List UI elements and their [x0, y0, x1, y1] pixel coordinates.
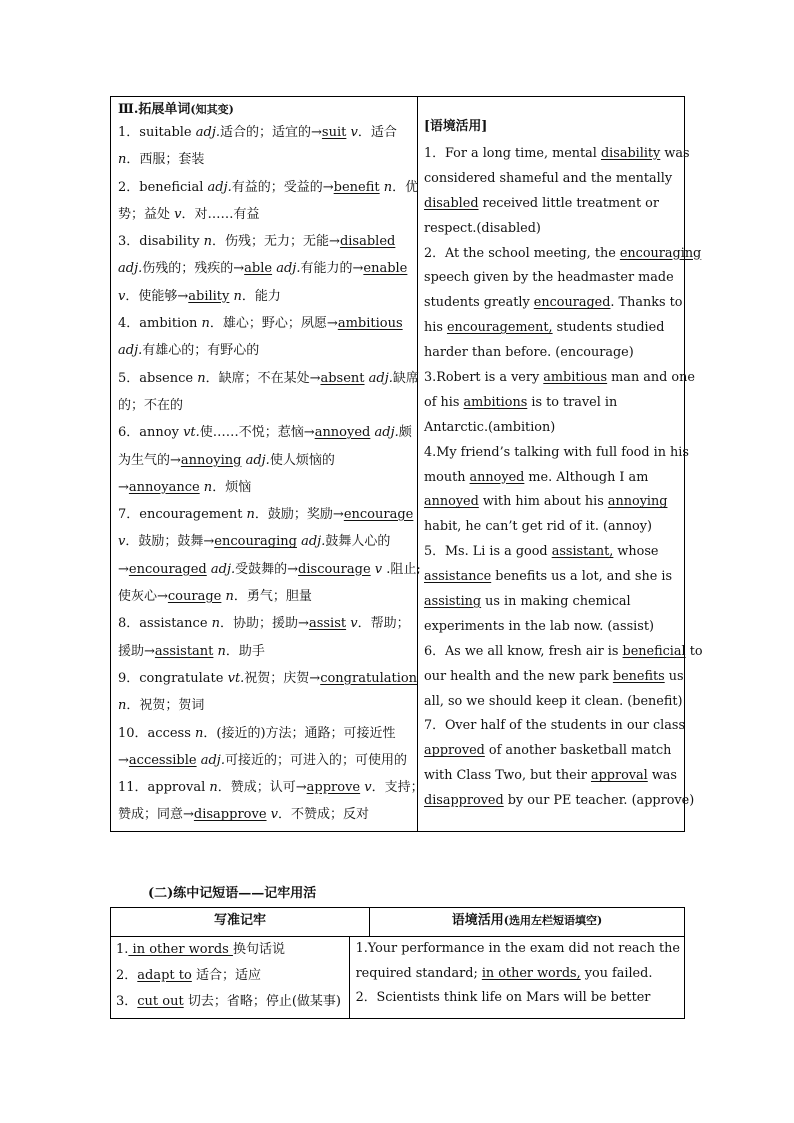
text-segment: n: [221, 589, 234, 605]
text-segment: n: [118, 152, 127, 168]
text-segment: received little treatment or: [478, 195, 659, 211]
answer-word: annoyed: [469, 469, 525, 485]
text-segment: ．鼓励；奖励→: [254, 507, 344, 523]
answer-word: ability: [188, 288, 230, 304]
entry-line: [118, 747, 413, 774]
phrase-table-body: [111, 937, 684, 1019]
practice-line: [424, 665, 703, 690]
text-segment: ．鼓励；鼓舞→: [125, 534, 215, 550]
answer-word: assistant: [154, 643, 214, 659]
text-segment: of his: [424, 394, 464, 410]
text-segment: 适合；适应: [191, 968, 261, 983]
text-segment: 1.: [116, 942, 129, 957]
text-segment: 6．annoy: [118, 425, 184, 441]
practice-line: [424, 391, 703, 416]
text-segment: 为生气的→: [118, 452, 181, 468]
text-segment: 4.My friend’s talking with full food in his: [424, 444, 689, 460]
text-segment: 5．absence: [118, 370, 198, 386]
entry-line: [118, 801, 413, 828]
practice-line: [424, 515, 703, 540]
entry-line: [118, 692, 413, 719]
answer-word: annoyed: [424, 494, 479, 510]
text-segment: ．对……有益: [181, 206, 260, 222]
entry-line: [118, 419, 413, 446]
answer-word: encouraging: [619, 245, 702, 261]
phrase-item: [116, 989, 345, 1015]
practice-line: [424, 192, 703, 217]
text-segment: ．帮助；: [357, 616, 410, 632]
text-segment: speech given by the headmaster made: [424, 270, 674, 286]
practice-line: [424, 291, 703, 316]
text-segment: 5．Ms. Li is a good: [424, 544, 552, 560]
header-write-remember: 写准记牢: [111, 908, 370, 936]
entry-line: [118, 638, 413, 665]
text-segment: by our PE teacher. (approve): [503, 793, 695, 809]
text-segment: v: [346, 125, 358, 140]
text-segment: ．赞成；认可→: [217, 780, 307, 796]
text-segment: 2．At the school meeting, the: [424, 245, 620, 261]
text-segment: 有益的；受益的→: [231, 179, 334, 195]
text-segment: n: [229, 288, 242, 304]
practice-line: [424, 242, 703, 267]
answer-word: approval: [590, 768, 648, 784]
text-segment: n: [199, 479, 213, 495]
text-segment: ．缺席；不在某处→: [205, 370, 321, 386]
practice-line: [356, 962, 680, 987]
phrase-table: [110, 907, 685, 1019]
text-segment: whose: [613, 544, 659, 560]
entry-line: [118, 310, 413, 337]
answer-word: approve: [306, 780, 361, 796]
answer-word: in other words,: [481, 965, 581, 981]
answer-word: in other words: [128, 942, 233, 957]
answer-word: cut out: [137, 994, 184, 1009]
text-segment: (知其变): [190, 103, 234, 116]
answer-word: enable: [363, 261, 408, 277]
practice-line: [424, 690, 703, 715]
practice-line: [424, 565, 703, 590]
answer-word: encouraged: [533, 295, 611, 311]
text-segment: ．助手: [225, 643, 265, 659]
text-segment: me. Although I am: [524, 469, 649, 485]
answer-word: beneficial: [622, 643, 686, 659]
text-segment: with him about his: [478, 494, 608, 510]
vocabulary-table: [110, 96, 703, 832]
text-segment: 使灰心→: [118, 589, 168, 605]
text-segment: 4．ambition: [118, 316, 202, 332]
text-segment: mouth: [424, 469, 470, 485]
text-segment: 援助→: [118, 643, 155, 659]
text-segment: vt.: [227, 670, 245, 686]
answer-word: discourage: [298, 561, 371, 577]
text-segment: ．协助；援助→: [220, 616, 309, 632]
answer-word: annoying: [607, 494, 668, 510]
answer-word: ambitious: [337, 316, 403, 332]
text-segment: →: [118, 752, 129, 768]
entry-line: [118, 337, 413, 364]
text-segment: ．伤残；无力；无能→: [212, 234, 340, 250]
text-segment: ．勇气；胆量: [233, 589, 312, 605]
practice-line: [424, 266, 703, 291]
text-segment: to: [685, 643, 703, 659]
answer-word: benefit: [333, 179, 380, 195]
entry-line: [118, 528, 413, 555]
text-segment: n: [213, 643, 226, 659]
text-segment: 8．assistance: [118, 616, 212, 632]
section-heading: [语境活用]: [424, 119, 488, 134]
text-segment: ．支持；: [371, 780, 424, 796]
text-segment: adj.: [296, 534, 326, 550]
practice-line: [424, 490, 703, 515]
answer-word: assistance: [424, 569, 492, 585]
entry-line: [118, 228, 413, 255]
practice-line: [424, 441, 703, 466]
text-segment: his: [424, 320, 447, 336]
phrase-item: [116, 963, 345, 989]
text-segment: adj.: [207, 179, 232, 195]
text-segment: 7．encouragement: [118, 507, 247, 523]
text-segment: 有能力的→: [300, 261, 364, 277]
practice-line: [424, 640, 703, 665]
text-segment: n: [209, 780, 218, 796]
text-segment: 2．Scientists think life on Mars will be better: [355, 990, 651, 1005]
text-segment: adj.: [364, 370, 393, 386]
text-segment: 7．Over half of the students in our class: [424, 718, 686, 734]
entry-line: [118, 255, 413, 282]
text-segment: you failed.: [580, 965, 653, 981]
text-segment: n: [118, 698, 127, 714]
context-practice-column: [418, 97, 707, 831]
practice-line: [424, 217, 703, 242]
practice-line: [424, 316, 703, 341]
entry-line: [118, 392, 413, 419]
entry-line: [118, 146, 413, 173]
text-segment: ．适合: [357, 125, 397, 140]
section-heading: [118, 101, 413, 119]
entry-line: [118, 610, 413, 637]
text-segment: adj.: [118, 343, 143, 359]
header-context-use: [370, 908, 684, 936]
text-segment: 1.Your performance in the exam did not reach the: [355, 941, 680, 956]
answer-word: benefits: [612, 668, 665, 684]
text-segment: 使……不悦；惹恼→: [199, 425, 315, 441]
text-segment: with Class Two, but their: [424, 768, 591, 784]
text-segment: of another basketball match: [484, 743, 672, 759]
text-segment: v: [118, 288, 126, 304]
answer-word: assist: [308, 616, 347, 632]
answer-word: disabled: [424, 195, 479, 211]
answer-word: encouraged: [128, 561, 207, 577]
practice-line: [424, 615, 703, 640]
answer-word: disapproved: [424, 793, 504, 809]
text-segment: 6．As we all know, fresh air is: [424, 643, 623, 659]
text-segment: was: [660, 146, 690, 161]
practice-line: [424, 789, 703, 814]
answer-word: absent: [320, 370, 365, 386]
practice-line: [424, 739, 703, 764]
text-segment: ．优: [392, 179, 419, 195]
text-segment: n: [197, 370, 206, 386]
text-segment: ．不赞成；反对: [278, 807, 370, 823]
text-segment: n: [211, 616, 221, 632]
answer-word: accessible: [128, 752, 197, 768]
text-segment: adj.: [241, 452, 270, 468]
practice-line: [356, 937, 680, 962]
text-segment: adj.: [196, 752, 225, 768]
text-segment: 有雄心的；有野心的: [142, 343, 260, 359]
text-segment: v: [266, 807, 279, 823]
text-segment: us in making chemical: [481, 594, 631, 610]
practice-line: [424, 764, 703, 789]
answer-word: annoyance: [128, 479, 200, 495]
text-segment: vt.: [183, 425, 200, 441]
text-segment: benefits us a lot, and she is: [491, 569, 673, 585]
text-segment: 可接近的；可进入的；可使用的: [224, 752, 407, 768]
entry-line: [118, 665, 418, 692]
text-segment: respect.(disabled): [424, 220, 541, 236]
text-segment: n: [379, 179, 393, 195]
text-segment: (选用左栏短语填空): [503, 914, 603, 927]
text-segment: 3.Robert is a very: [424, 370, 544, 386]
text-segment: students studied: [552, 320, 665, 336]
text-segment: harder than before. (encourage): [424, 345, 634, 361]
text-segment: ．(接近的)方法；通路；可接近性: [203, 725, 396, 741]
answer-word: able: [244, 261, 273, 277]
answer-word: encouraging: [214, 534, 297, 550]
answer-word: approved: [424, 743, 485, 759]
answer-word: courage: [167, 589, 222, 605]
text-segment: 受鼓舞的→: [235, 561, 299, 577]
text-segment: 1．For a long time, mental: [424, 146, 601, 161]
text-segment: adj.: [272, 261, 301, 277]
entry-line: [118, 474, 413, 501]
answer-word: disabled: [339, 234, 396, 250]
practice-line: [424, 366, 703, 391]
text-segment: 11．approval: [118, 780, 210, 796]
answer-word: encourage: [343, 507, 414, 523]
text-segment: adj.: [206, 561, 236, 577]
entry-line: [118, 283, 413, 310]
text-segment: n: [201, 316, 210, 332]
text-segment: was: [647, 768, 677, 784]
text-segment: ．烦恼: [212, 479, 252, 495]
phrase-item: [116, 937, 345, 963]
entry-line: [118, 583, 413, 610]
text-segment: →: [118, 479, 129, 495]
text-segment: us: [664, 668, 684, 684]
text-segment: n: [195, 725, 204, 741]
phrase-section-title: (二)练中记短语——记牢用活: [148, 886, 317, 901]
answer-word: disapprove: [193, 807, 267, 823]
text-segment: v: [360, 780, 372, 796]
entry-line: [118, 556, 421, 583]
text-segment: 切去；省略；停止(做某事): [183, 994, 341, 1009]
text-segment: 3．disability: [118, 234, 204, 250]
text-segment: our health and the new park: [424, 668, 613, 684]
text-segment: adj.: [118, 261, 143, 277]
text-segment: . Thanks to: [610, 295, 683, 311]
text-segment: habit, he can’t get rid of it. (annoy): [424, 519, 652, 535]
text-segment: →: [118, 561, 129, 577]
text-segment: Ⅲ.拓展单词: [118, 102, 191, 117]
answer-word: annoyed: [314, 425, 371, 441]
text-segment: 使人烦恼的: [269, 452, 335, 468]
text-segment: 的；不在的: [118, 397, 184, 413]
text-segment: n: [203, 234, 213, 250]
text-segment: ．西服；套装: [126, 152, 205, 168]
answer-word: annoying: [180, 452, 242, 468]
text-segment: 2．: [116, 968, 138, 983]
text-segment: v: [118, 534, 126, 550]
answer-word: ambitions: [463, 394, 528, 410]
answer-word: encouragement,: [446, 320, 553, 336]
text-segment: 2．beneficial: [118, 179, 208, 195]
text-segment: ．能力: [241, 288, 281, 304]
text-segment: 伤残的；残疾的→: [142, 261, 245, 277]
entry-line: [118, 447, 413, 474]
text-segment: man and one: [607, 370, 695, 386]
phrase-practice: [350, 937, 684, 1019]
text-segment: adj.: [370, 425, 399, 441]
text-segment: 适合的；适宜的→: [220, 125, 322, 140]
text-segment: 颇: [398, 425, 412, 441]
text-segment: v: [346, 616, 358, 632]
text-segment: students greatly: [424, 295, 534, 311]
text-segment: Antarctic.(ambition): [424, 419, 556, 435]
practice-line: [424, 416, 703, 441]
entry-line: [118, 201, 413, 228]
text-segment: v: [370, 561, 383, 577]
text-segment: 3．: [116, 994, 138, 1009]
practice-line: [424, 540, 703, 565]
text-segment: 语境活用: [451, 913, 504, 928]
entry-line: [118, 774, 424, 801]
text-segment: ．雄心；野心；夙愿→: [209, 316, 338, 332]
answer-word: ambitious: [543, 370, 608, 386]
practice-line: [424, 714, 703, 739]
text-segment: 缺席: [392, 370, 419, 386]
text-segment: ．使能够→: [125, 288, 189, 304]
answer-word: adapt to: [137, 968, 192, 983]
text-segment: 鼓舞人心的: [325, 534, 391, 550]
phrase-list: [111, 937, 350, 1019]
phrase-table-header: [111, 908, 684, 937]
text-segment: 换句话说: [232, 942, 285, 957]
practice-line: [424, 142, 703, 167]
practice-line: [424, 590, 703, 615]
text-segment: 9．congratulate: [118, 670, 228, 686]
practice-line: [356, 986, 680, 1011]
text-segment: adj.: [195, 125, 221, 140]
entry-line: [118, 501, 413, 528]
text-segment: considered shameful and the mentally: [424, 170, 673, 186]
text-segment: 10．access: [118, 725, 196, 741]
answer-word: disability: [600, 146, 661, 161]
text-segment: 祝贺；庆贺→: [244, 670, 321, 686]
text-segment: is to travel in: [527, 394, 618, 410]
entry-line: [118, 365, 419, 392]
text-segment: 势；益处: [118, 206, 175, 222]
answer-word: suit: [321, 125, 347, 140]
text-segment: 赞成；同意→: [118, 807, 194, 823]
text-segment: n: [246, 507, 255, 523]
word-expansion-column: [111, 97, 424, 831]
practice-line: [424, 167, 703, 192]
text-segment: ．祝贺；贺词: [126, 698, 205, 714]
answer-word: assistant,: [551, 544, 614, 560]
entry-line: [118, 720, 413, 747]
answer-word: assisting: [424, 594, 482, 610]
entry-line: [118, 119, 413, 146]
entry-line: [118, 174, 419, 201]
text-segment: 1．suitable: [118, 125, 196, 140]
text-segment: .阻止;: [382, 561, 421, 577]
text-segment: experiments in the lab now. (assist): [424, 618, 654, 634]
text-segment: v: [174, 206, 182, 222]
practice-line: [424, 341, 703, 366]
text-segment: required standard;: [355, 965, 482, 981]
answer-word: congratulation: [320, 670, 418, 686]
practice-line: [424, 466, 703, 491]
text-segment: all, so we should keep it clean. (benefit): [424, 693, 683, 709]
